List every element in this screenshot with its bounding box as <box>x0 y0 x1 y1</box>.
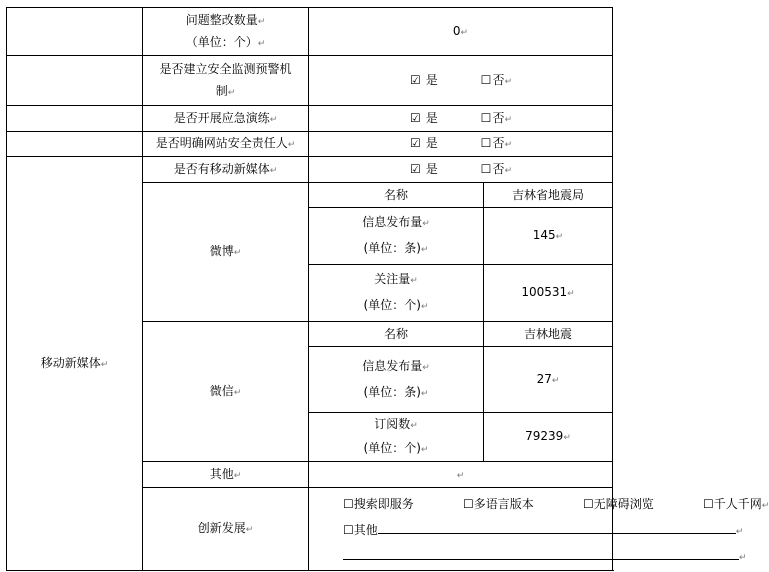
yes-option: 是 <box>425 136 438 150</box>
weibo-publish-value: 145↵ <box>484 208 613 265</box>
innovation-options <box>309 488 769 571</box>
emergency-drill-label: 是否开展应急演练↵ <box>143 106 309 132</box>
other-media-label: 其他↵ <box>143 462 309 488</box>
checked-checkbox[interactable]: ☑ <box>409 161 421 176</box>
checked-checkbox[interactable]: ☑ <box>409 110 421 125</box>
innovation-option-accessible[interactable]: ☐无障碍浏览 <box>583 497 654 511</box>
has-media-label: 是否有移动新媒体↵ <box>143 157 309 183</box>
report-table <box>6 7 769 571</box>
blank-cell <box>7 106 143 132</box>
responsible-person-options: ☑ 是 ☐否↵ <box>309 132 613 157</box>
blank-cell <box>7 8 143 56</box>
has-media-options: ☑ 是 ☐否↵ <box>309 157 613 183</box>
empty-checkbox[interactable]: ☐ <box>463 497 474 511</box>
wechat-subscribe-value: 79239↵ <box>484 413 613 462</box>
no-option: 否 <box>492 136 505 150</box>
wechat-publish-label: 信息发布量↵ (单位：条)↵ <box>309 347 484 413</box>
weibo-name-label: 名称 <box>309 183 484 208</box>
checked-checkbox[interactable]: ☑ <box>409 136 421 150</box>
empty-checkbox[interactable]: ☐ <box>703 497 714 511</box>
checked-checkbox[interactable]: ☑ <box>409 72 421 87</box>
innovation-option-search[interactable]: ☐搜索即服务 <box>343 497 414 511</box>
yes-option: 是 <box>425 161 438 176</box>
weibo-follow-label: 关注量↵ (单位：个)↵ <box>309 265 484 322</box>
blank-cell <box>7 56 143 106</box>
rectify-count-label: 问题整改数量↵ （单位：个）↵ <box>143 8 309 56</box>
innovation-option-multilang[interactable]: ☐多语言版本 <box>463 497 534 511</box>
no-option: 否 <box>492 161 505 176</box>
innovation-other-label: 其他 <box>353 523 378 537</box>
empty-checkbox[interactable]: ☐ <box>583 497 594 511</box>
wechat-name-label: 名称 <box>309 322 484 347</box>
blank-cell <box>7 132 143 157</box>
wechat-label: 微信↵ <box>143 322 309 462</box>
weibo-label: 微博↵ <box>143 183 309 322</box>
wechat-subscribe-label: 订阅数↵ (单位：个)↵ <box>309 413 484 462</box>
responsible-person-label: 是否明确网站安全责任人↵ <box>143 132 309 157</box>
empty-checkbox[interactable]: ☐ <box>480 110 492 125</box>
monitor-warning-options: ☑ 是 ☐否↵ <box>309 56 613 106</box>
weibo-name-value: 吉林省地震局 <box>484 183 613 208</box>
empty-checkbox[interactable]: ☐ <box>480 136 492 150</box>
no-option: 否 <box>492 72 505 87</box>
innovation-other-input-line[interactable] <box>378 521 736 534</box>
innovation-other-row-2: ↵ <box>343 544 610 570</box>
other-media-value: ↵ <box>309 462 613 488</box>
innovation-option-personalized[interactable]: ☐千人千网↵ <box>703 497 769 511</box>
no-option: 否 <box>492 110 505 125</box>
innovation-other-input-line-2[interactable] <box>343 547 739 560</box>
empty-checkbox[interactable]: ☐ <box>343 523 354 537</box>
wechat-name-value: 吉林地震 <box>484 322 613 347</box>
empty-checkbox[interactable]: ☐ <box>480 72 492 87</box>
empty-checkbox[interactable]: ☐ <box>343 497 354 511</box>
rectify-count-value: 0↵ <box>309 8 613 56</box>
empty-checkbox[interactable]: ☐ <box>480 161 492 176</box>
yes-option: 是 <box>425 72 438 87</box>
mobile-media-section-label: 移动新媒体↵ <box>7 157 143 571</box>
innovation-section-label: 创新发展↵ <box>143 488 309 571</box>
wechat-publish-value: 27↵ <box>484 347 613 413</box>
yes-option: 是 <box>425 110 438 125</box>
monitor-warning-label: 是否建立安全监测预警机 制↵ <box>143 56 309 106</box>
innovation-other-row: ☐其他 ↵ <box>343 523 744 537</box>
weibo-follow-value: 100531↵ <box>484 265 613 322</box>
weibo-publish-label: 信息发布量↵ (单位：条)↵ <box>309 208 484 265</box>
emergency-drill-options: ☑ 是 ☐否↵ <box>309 106 613 132</box>
innovation-option-row <box>343 492 769 518</box>
